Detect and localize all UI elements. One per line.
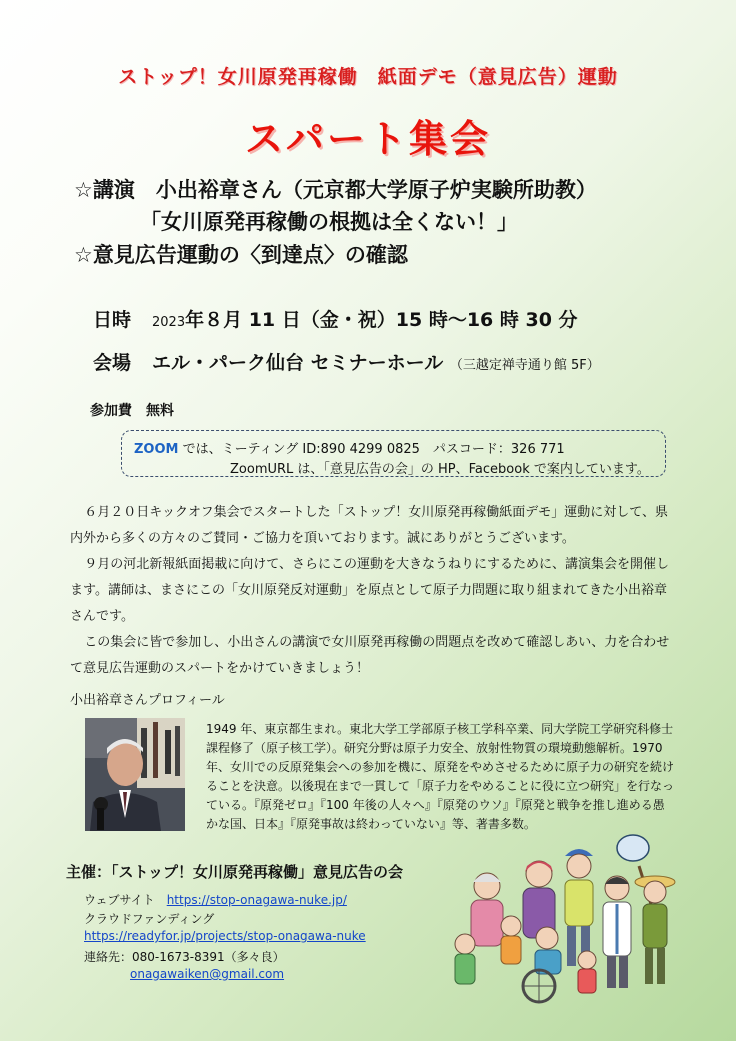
zoom-line-1	[134, 438, 565, 457]
zoom-line-2: ZoomURL は、「意見広告の会」の HP、Facebook で案内しています。	[230, 462, 650, 477]
lecture-line-theme: 「女川原発再稼働の根拠は全くない！」	[140, 210, 518, 234]
date-year: 2023	[152, 315, 186, 330]
contact-phone: 連絡先：080-1673-8391（多々良）	[84, 950, 285, 964]
intro-paragraph-3: この集会に皆で参加し、小出さんの講演で女川原発再稼働の問題点を改めて確認しあい、力を合わせて意見広告運動のスパートをかけていきましょう！	[70, 635, 670, 676]
people-illustration	[447, 826, 679, 1006]
date-text: 年８月 11 日（金・祝）15 時～16 時 30 分	[185, 309, 578, 331]
venue-value	[152, 348, 600, 375]
intro-paragraph-1: ６月２０日キックオフ集会でスタートした「ストップ！女川原発再稼働紙面デモ」運動に対して、県内外から多くの方々のご賛同・ご協力を頂いております。誠にありがとうございます。	[70, 505, 668, 546]
page-title: スパート集会	[244, 117, 491, 161]
venue-note: （三越定禅寺通り館 5F）	[449, 358, 600, 373]
website-row	[84, 891, 347, 908]
venue-label: 会場	[93, 352, 132, 374]
website-link[interactable]: https://stop-onagawa-nuke.jp/	[166, 893, 347, 907]
zoom-meeting-text: では、ミーティング ID:890 4299 0825 パスコード：326 771	[178, 442, 565, 457]
lecture-line-confirm: ☆意見広告運動の〈到達点〉の確認	[74, 243, 408, 267]
contact-email-link[interactable]: onagawaiken@gmail.com	[130, 967, 285, 981]
speaker-photo	[85, 718, 185, 831]
organizer: 主催：「ストップ！女川原発再稼働」意見広告の会	[66, 863, 404, 881]
profile-title: 小出裕章さんプロフィール	[70, 693, 225, 708]
date-value	[152, 305, 578, 332]
intro-text	[70, 500, 670, 682]
crowdfunding-link[interactable]: https://readyfor.jp/projects/stop-onagawa-nuke	[84, 929, 366, 943]
crowdfunding-row	[84, 929, 366, 943]
fee-row	[90, 400, 174, 420]
crowdfunding-label: クラウドファンディング	[84, 912, 215, 926]
website-label: ウェブサイト	[84, 893, 155, 907]
campaign-subtitle: ストップ！女川原発再稼働 紙面デモ（意見広告）運動	[118, 66, 618, 88]
date-label: 日時	[93, 309, 132, 331]
intro-paragraph-2: ９月の河北新報紙面掲載に向けて、さらにこの運動を大きなうねりにするために、講演集会を開催します。講師は、まさにこの「女川原発反対運動」を原点として原子力問題に取り組まれてきた小出裕章さんです。	[70, 557, 670, 624]
zoom-word: ZOOM	[134, 442, 179, 457]
lecture-line-speaker: ☆講演 小出裕章さん（元京都大学原子炉実験所助教）	[74, 178, 597, 202]
zoom-info-box	[121, 430, 666, 477]
fee-label: 参加費	[90, 403, 132, 419]
fee-value: 無料	[146, 403, 174, 419]
profile-bio: 1949 年、東京都生まれ。東北大学工学部原子核工学科卒業、同大学院工学研究科修士課程修了（原子核工学）。研究分野は原子力安全、放射性物質の環境動態解析。1970 年、女川での反原発集会への参加を機に、原発をやめさせるために原子力の研究を続けることを決意。以後現在まで一貫して「原子力をやめることに役に立つ研究」を行なっている。『原発ゼロ』『100 年後の人々へ』『原発のウソ』『原発と戦争を推し進める愚かな国、日本』『原発事故は終わっていない』等、著書多数。	[206, 722, 675, 831]
contact-email-row	[130, 967, 284, 981]
venue-name: エル・パーク仙台 セミナーホール	[152, 352, 444, 374]
